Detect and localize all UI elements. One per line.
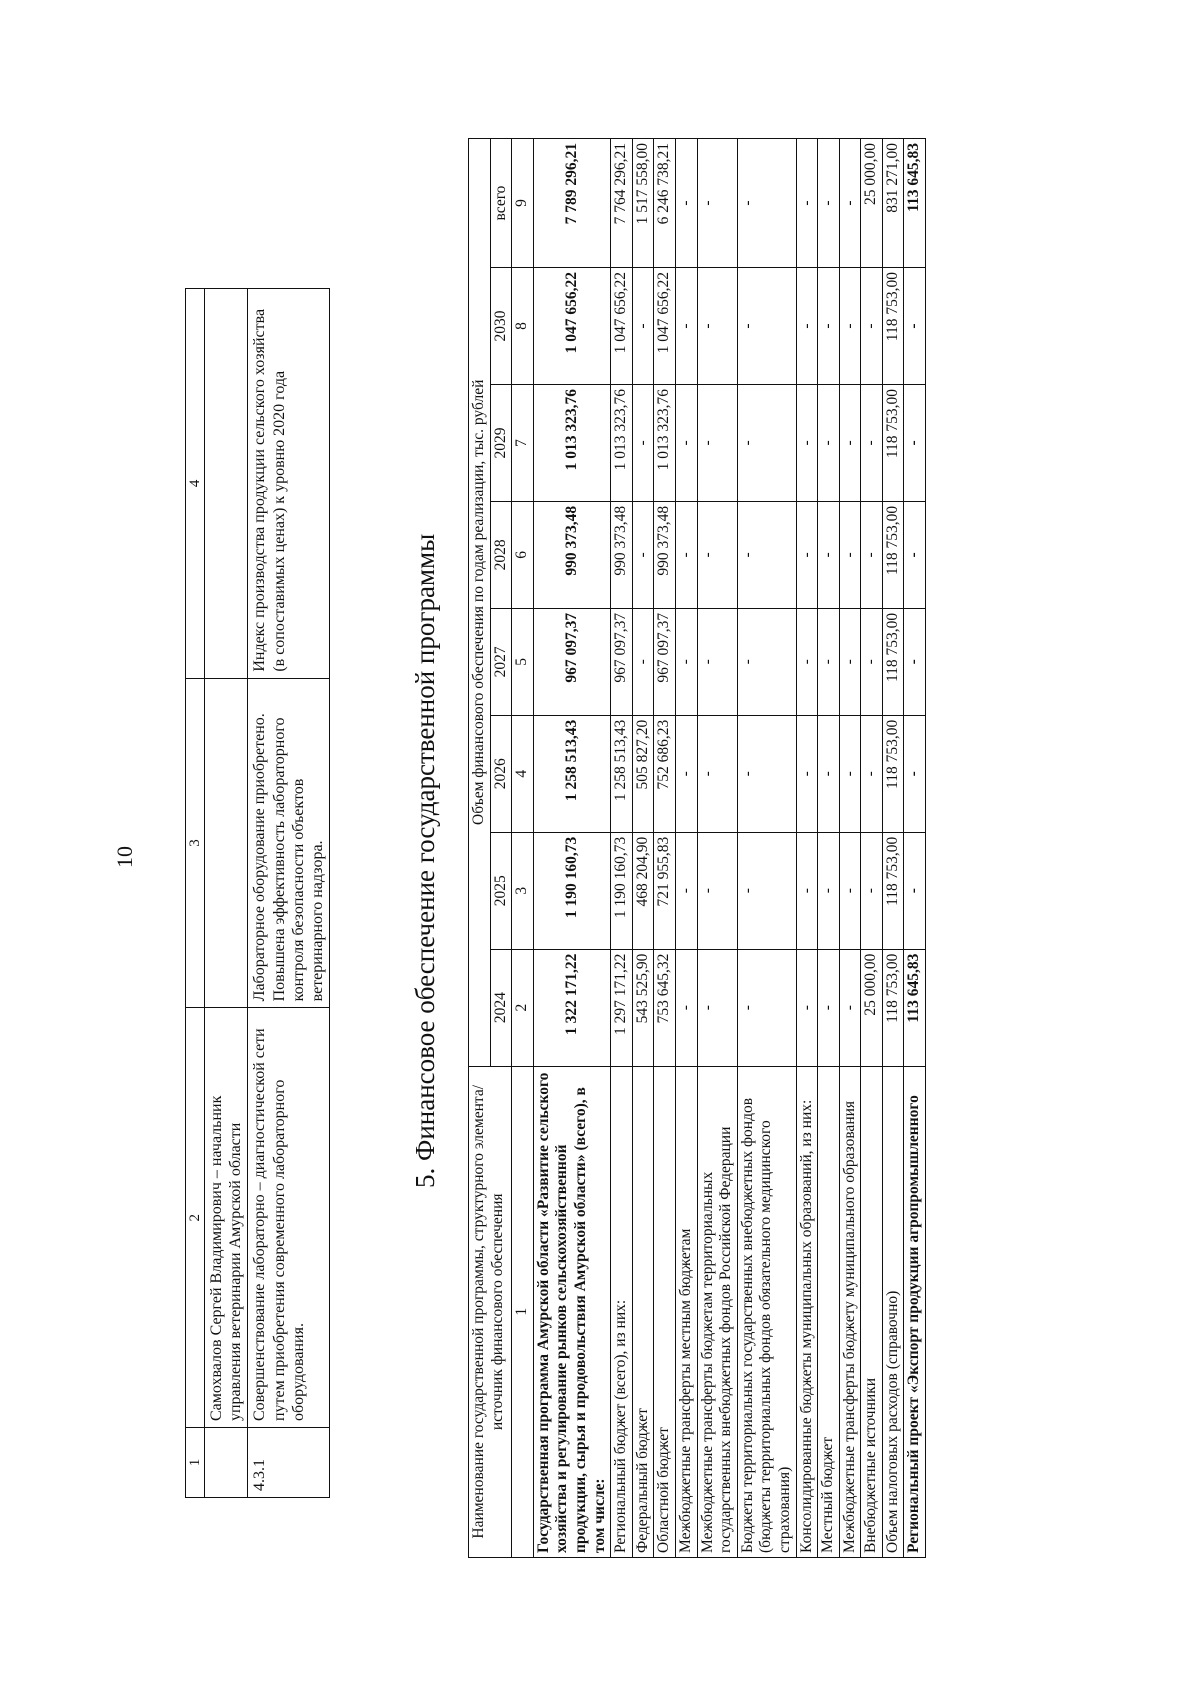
row-value: 118 753,00: [882, 608, 904, 715]
col-number: 6: [512, 501, 534, 608]
col-number: 4: [186, 289, 205, 679]
header-volume: Объем финансового обеспечения по годам реализации, тыс. рублей: [469, 139, 491, 1067]
year-header: 2026: [490, 715, 512, 832]
row-name: Региональный проект «Экспорт продукции агропромышленного: [904, 1066, 926, 1557]
row-value: -: [796, 832, 818, 949]
financing-table: [468, 138, 926, 1558]
row-text: Совершенствование лабораторно – диагностической сети путем приобретения современного лабораторного оборудования.: [248, 1008, 330, 1428]
row-value: -: [796, 949, 818, 1066]
table-row: [697, 139, 737, 1558]
row-name: Консолидированные бюджеты муниципальных образований, из них:: [796, 1066, 818, 1557]
row-value: -: [904, 268, 926, 385]
row-value: 113 645,83: [904, 949, 926, 1066]
row-value: -: [675, 949, 697, 1066]
row-value: -: [839, 501, 861, 608]
row-value: 468 204,90: [632, 832, 654, 949]
row-value: -: [737, 949, 796, 1066]
row-value: 25 000,00: [861, 139, 883, 268]
row-value: -: [737, 384, 796, 501]
row-value: -: [675, 608, 697, 715]
row-value: 7 764 296,21: [611, 139, 633, 268]
row-value: 1 297 171,22: [611, 949, 633, 1066]
year-header: 2027: [490, 608, 512, 715]
row-value: -: [737, 139, 796, 268]
row-value: -: [697, 139, 737, 268]
row-value: 990 373,48: [533, 501, 610, 608]
row-value: 1 190 160,73: [533, 832, 610, 949]
row-value: -: [861, 608, 883, 715]
row-value: 118 753,00: [882, 949, 904, 1066]
row-value: -: [839, 139, 861, 268]
row-value: -: [737, 715, 796, 832]
row-value: 1 013 323,76: [533, 384, 610, 501]
table-row: [737, 139, 796, 1558]
row-number: 4.3.1: [248, 1428, 330, 1498]
row-value: -: [737, 501, 796, 608]
row-name: Региональный бюджет (всего), из них:: [611, 1066, 633, 1557]
row-value: -: [697, 608, 737, 715]
row-value: -: [796, 608, 818, 715]
year-header: 2030: [490, 268, 512, 385]
row-indicator: Индекс производства продукции сельского хозяйства (в сопоставимых ценах) к уровню 2020 года: [248, 289, 330, 679]
table-row: [632, 139, 654, 1558]
row-value: -: [737, 608, 796, 715]
row-value: 752 686,23: [654, 715, 676, 832]
row-value: 721 955,83: [654, 832, 676, 949]
row-value: -: [697, 268, 737, 385]
row-value: 967 097,37: [533, 608, 610, 715]
row-result: [205, 678, 248, 1008]
row-value: -: [861, 384, 883, 501]
col-number: 2: [512, 949, 534, 1066]
row-value: 7 789 296,21: [533, 139, 610, 268]
row-value: 1 258 513,43: [533, 715, 610, 832]
row-value: -: [697, 501, 737, 608]
total-header: всего: [490, 139, 512, 268]
row-value: -: [861, 501, 883, 608]
table-row: [882, 139, 904, 1558]
row-value: 1 190 160,73: [611, 832, 633, 949]
responsibility-table: [185, 288, 330, 1498]
row-number: [205, 1428, 248, 1498]
row-value: -: [675, 715, 697, 832]
row-value: -: [796, 139, 818, 268]
table-row: [654, 139, 676, 1558]
row-value: -: [904, 715, 926, 832]
row-indicator: [205, 289, 248, 679]
row-value: -: [632, 501, 654, 608]
col-number: 1: [512, 1066, 534, 1557]
row-name: Областной бюджет: [654, 1066, 676, 1557]
row-value: 967 097,37: [611, 608, 633, 715]
row-value: -: [796, 268, 818, 385]
row-value: 1 047 656,22: [611, 268, 633, 385]
row-value: 118 753,00: [882, 715, 904, 832]
row-value: -: [818, 949, 840, 1066]
row-value: -: [818, 715, 840, 832]
row-value: 118 753,00: [882, 268, 904, 385]
section-title: 5. Финансовое обеспечение государственной программы: [410, 533, 440, 1188]
row-value: -: [818, 384, 840, 501]
col-number: 5: [512, 608, 534, 715]
row-value: -: [697, 949, 737, 1066]
row-value: -: [839, 384, 861, 501]
row-value: -: [737, 832, 796, 949]
table-row: [533, 139, 610, 1558]
row-value: 118 753,00: [882, 501, 904, 608]
year-header: 2025: [490, 832, 512, 949]
row-value: -: [839, 608, 861, 715]
row-name: Внебюджетные источники: [861, 1066, 883, 1557]
row-name: Межбюджетные трансферты местным бюджетам: [675, 1066, 697, 1557]
row-value: 1 322 171,22: [533, 949, 610, 1066]
column-number-row: [186, 289, 205, 1498]
row-value: -: [818, 268, 840, 385]
row-name: Государственная программа Амурской области «Развитие сельского хозяйства и регулирование рынков сельскохозяйственной продукции, сырья и продовольствия Амурской области» (всего), в том числе:: [533, 1066, 610, 1557]
row-value: -: [818, 608, 840, 715]
row-name: Межбюджетные трансферты бюджетам территориальных государственных внебюджетных фондов Российской Федерации: [697, 1066, 737, 1557]
row-name: Межбюджетные трансферты бюджету муниципального образования: [839, 1066, 861, 1557]
row-value: -: [697, 715, 737, 832]
row-value: -: [904, 384, 926, 501]
row-value: -: [675, 139, 697, 268]
row-name: Местный бюджет: [818, 1066, 840, 1557]
row-value: 967 097,37: [654, 608, 676, 715]
row-value: 1 047 656,22: [654, 268, 676, 385]
row-value: -: [839, 715, 861, 832]
row-value: -: [796, 715, 818, 832]
row-value: 1 047 656,22: [533, 268, 610, 385]
year-header: 2029: [490, 384, 512, 501]
row-value: -: [632, 384, 654, 501]
row-result: Лабораторное оборудование приобретено. Повышена эффективность лабораторного контроля безопасности объектов ветеринарного надзора.: [248, 678, 330, 1008]
row-value: 543 525,90: [632, 949, 654, 1066]
row-name: Федеральный бюджет: [632, 1066, 654, 1557]
table-row: [611, 139, 633, 1558]
row-value: -: [861, 268, 883, 385]
table-row: [205, 289, 248, 1498]
column-number-row: [512, 139, 534, 1558]
table-row: [818, 139, 840, 1558]
col-number: 3: [512, 832, 534, 949]
row-value: -: [737, 268, 796, 385]
row-value: 1 517 558,00: [632, 139, 654, 268]
table-row: [796, 139, 818, 1558]
table-row: [861, 139, 883, 1558]
row-name: Объем налоговых расходов (справочно): [882, 1066, 904, 1557]
row-value: -: [904, 832, 926, 949]
header-row: [469, 139, 491, 1558]
row-value: -: [861, 715, 883, 832]
col-number: 4: [512, 715, 534, 832]
col-number: 9: [512, 139, 534, 268]
row-value: -: [697, 832, 737, 949]
page-number: 10: [112, 846, 137, 868]
row-value: 831 271,00: [882, 139, 904, 268]
row-value: -: [839, 949, 861, 1066]
table-row: [839, 139, 861, 1558]
row-value: 990 373,48: [654, 501, 676, 608]
table-row: [904, 139, 926, 1558]
row-value: -: [818, 139, 840, 268]
row-value: 1 258 513,43: [611, 715, 633, 832]
financing-rows: [533, 139, 925, 1558]
col-number: 2: [186, 1008, 205, 1428]
row-value: 6 246 738,21: [654, 139, 676, 268]
row-value: 118 753,00: [882, 384, 904, 501]
row-value: 113 645,83: [904, 139, 926, 268]
row-value: -: [818, 832, 840, 949]
row-value: -: [796, 501, 818, 608]
year-header: 2028: [490, 501, 512, 608]
header-name: Наименование государственной программы, структурного элемента/ источник финансового обеспечения: [469, 1066, 512, 1557]
row-text: Самохвалов Сергей Владимирович – начальник управления ветеринарии Амурской области: [205, 1008, 248, 1428]
row-value: 990 373,48: [611, 501, 633, 608]
row-name: Бюджеты территориальных государственных внебюджетных фондов (бюджеты территориальных фондов обязательного медицинского страхования): [737, 1066, 796, 1557]
row-value: -: [675, 832, 697, 949]
col-number: 7: [512, 384, 534, 501]
col-number: 3: [186, 678, 205, 1008]
row-value: -: [904, 608, 926, 715]
row-value: -: [675, 501, 697, 608]
row-value: -: [697, 384, 737, 501]
row-value: -: [861, 832, 883, 949]
row-value: -: [632, 608, 654, 715]
table-row: [675, 139, 697, 1558]
row-value: 25 000,00: [861, 949, 883, 1066]
row-value: 1 013 323,76: [654, 384, 676, 501]
table-row: [248, 289, 330, 1498]
row-value: -: [839, 268, 861, 385]
col-number: 8: [512, 268, 534, 385]
row-value: -: [675, 268, 697, 385]
row-value: 505 827,20: [632, 715, 654, 832]
row-value: -: [904, 501, 926, 608]
row-value: -: [796, 384, 818, 501]
row-value: 118 753,00: [882, 832, 904, 949]
row-value: 1 013 323,76: [611, 384, 633, 501]
col-number: 1: [186, 1428, 205, 1498]
row-value: -: [675, 384, 697, 501]
row-value: 753 645,32: [654, 949, 676, 1066]
row-value: -: [839, 832, 861, 949]
row-value: -: [818, 501, 840, 608]
row-value: -: [632, 268, 654, 385]
year-header: 2024: [490, 949, 512, 1066]
